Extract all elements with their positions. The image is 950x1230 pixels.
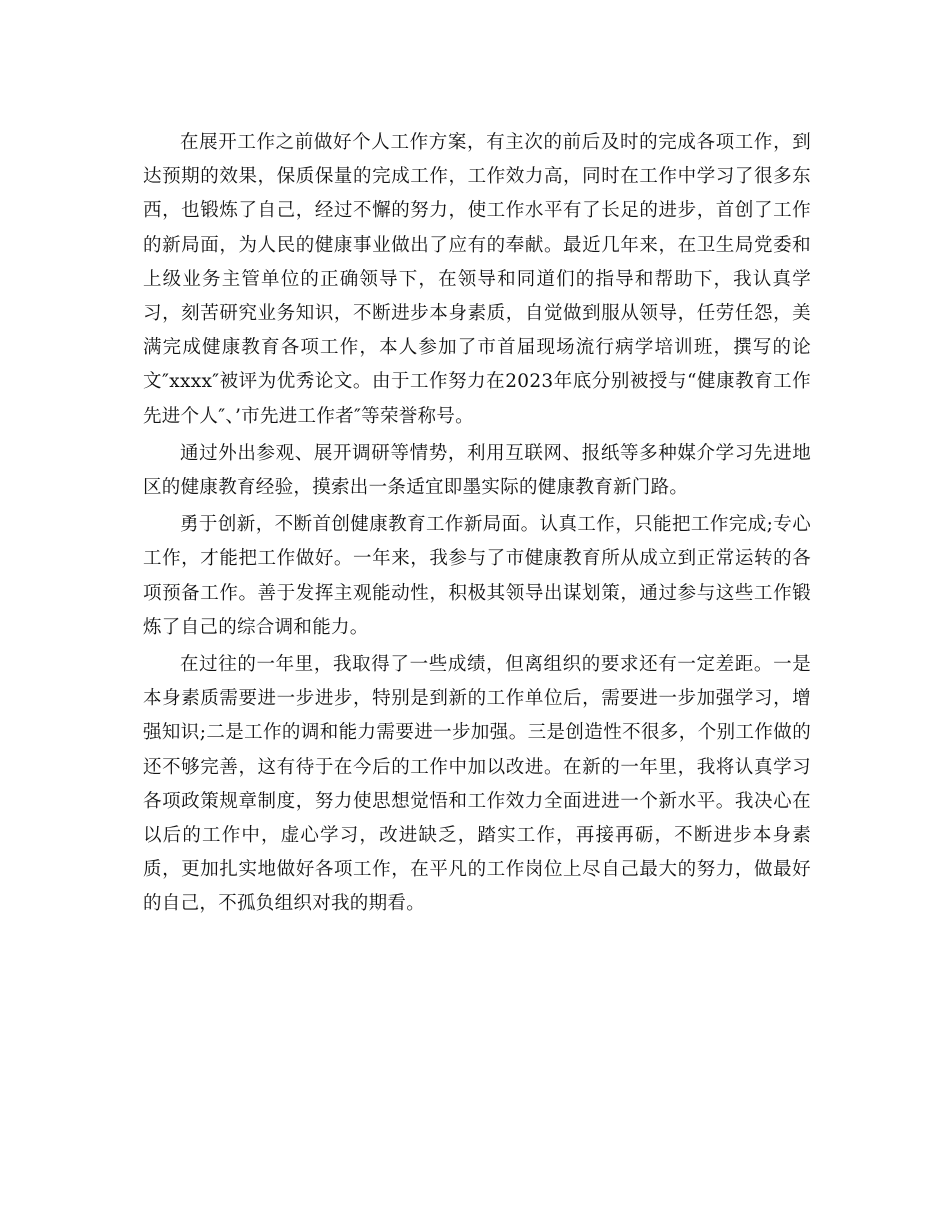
paragraph-4: 在过往的一年里，我取得了一些成绩，但离组织的要求还有一定差距。一是本身素质需要进一步进步，特别是到新的工作单位后，需要进一步加强学习，增强知识;二是工作的调和能力需要进一步加强。三是创造性不很多，个别工作做的还不够完善，这有待于在今后的工作中加以改进。在新的一年里，我将认真学习各项政策规章制度，努力使思想觉悟和工作效力全面进进一个新水平。我决心在以后的工作中，虚心学习，改进缺乏，踏实工作，再接再砺，不断进步本身素质，更加扎实地做好各项工作，在平凡的工作岗位上尽自己最大的努力，做最好的自己，不孤负组织对我的期看。 (143, 654, 811, 915)
paragraph-2: 通过外出参观、展开调研等情势，利用互联网、报纸等多种媒介学习先进地区的健康教育经验，摸索出一条适宜即墨实际的健康教育新门路。 (143, 442, 811, 499)
paragraph-3: 勇于创新，不断首创健康教育工作新局面。认真工作，只能把工作完成;专心工作，才能把工作做好。一年来，我参与了市健康教育所从成立到正常运转的各项预备工作。善于发挥主观能动性，积极其领导出谋划策，通过参与这些工作锻炼了自己的综合调和能力。 (143, 514, 811, 638)
paragraph-1: 在展开工作之前做好个人工作方案，有主次的前后及时的完成各项工作，到达预期的效果，保质保量的完成工作，工作效力高，同时在工作中学习了很多东西，也锻炼了自己，经过不懈的努力，使工作水平有了长足的进步，首创了工作的新局面，为人民的健康事业做出了应有的奉献。最近几年来，在卫生局党委和上级业务主管单位的正确领导下，在领导和同道们的指导和帮助下，我认真学习，刻苦研究业务知识，不断进步本身素质，自觉做到服从领导，任劳任怨，美满完成健康教育各项工作，本人参加了市首届现场流行病学培训班，撰写的论文″xxxx″被评为优秀论文。由于工作努力在2023年底分别被授与“健康教育工作先进个人″、’市先进工作者″等荣誉称号。 (143, 132, 811, 427)
document-body (143, 126, 811, 925)
